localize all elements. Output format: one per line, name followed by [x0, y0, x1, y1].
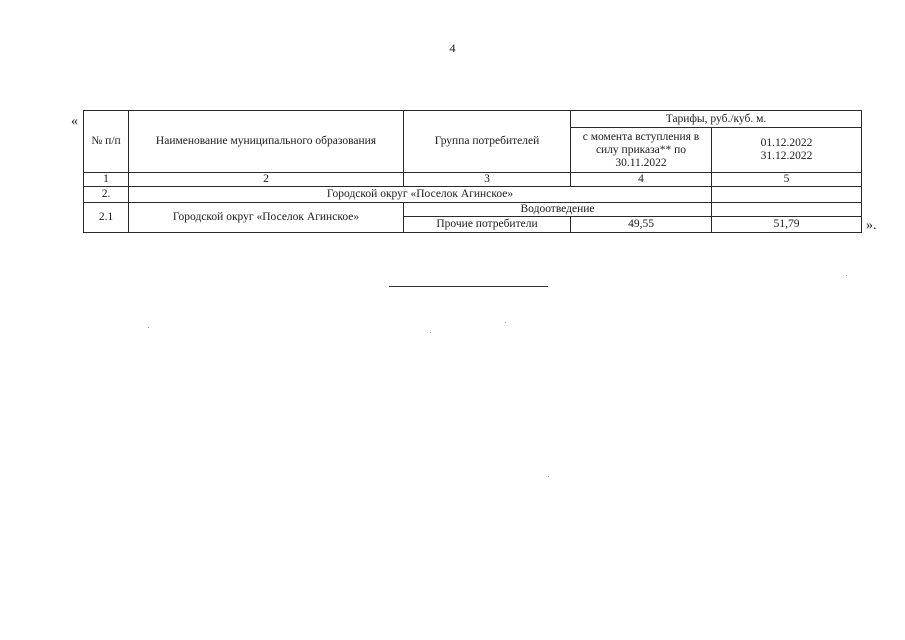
column-number: 1: [84, 173, 129, 187]
row-section-title: Городской округ «Поселок Агинское»: [129, 187, 712, 203]
row-num: 2.: [84, 187, 129, 203]
column-number-row: [84, 173, 862, 187]
page-number: 4: [449, 41, 456, 55]
header-tariffs: Тарифы, руб./куб. м.: [571, 111, 862, 128]
scan-speck: [148, 327, 149, 328]
tariff-table: [83, 110, 862, 233]
header-municipality: Наименование муниципального образования: [129, 111, 404, 173]
header-period-2: [712, 128, 862, 173]
empty-cell: [712, 203, 862, 217]
header-period-2-to: 31.12.2022: [760, 150, 813, 162]
empty-cell: [712, 187, 862, 203]
column-number: 4: [571, 173, 712, 187]
scan-speck: [548, 476, 549, 477]
scan-speck: [846, 275, 847, 276]
scan-speck: [505, 322, 506, 323]
header-row-top: [84, 111, 862, 128]
header-consumer-group: Группа потребителей: [404, 111, 571, 173]
row-consumer-group: Прочие потребители: [404, 217, 571, 233]
header-period-2-from: 01.12.2022: [760, 137, 813, 149]
header-period-1: с момента вступления в силу приказа** по 30.11.2022: [571, 128, 712, 173]
opening-quote: «: [71, 114, 78, 129]
row-tariff-2: 51,79: [712, 217, 862, 233]
column-number: 5: [712, 173, 862, 187]
row-municipality: Городской округ «Поселок Агинское»: [129, 203, 404, 233]
signature-line: [389, 286, 548, 287]
header-num: № п/п: [84, 111, 129, 173]
table-row: [84, 187, 862, 203]
column-number: 3: [404, 173, 571, 187]
row-service: Водоотведение: [404, 203, 712, 217]
table-row: [84, 203, 862, 217]
row-tariff-1: 49,55: [571, 217, 712, 233]
scan-speck: [430, 332, 431, 333]
column-number: 2: [129, 173, 404, 187]
closing-quote: ».: [866, 218, 877, 233]
row-num: 2.1: [84, 203, 129, 233]
